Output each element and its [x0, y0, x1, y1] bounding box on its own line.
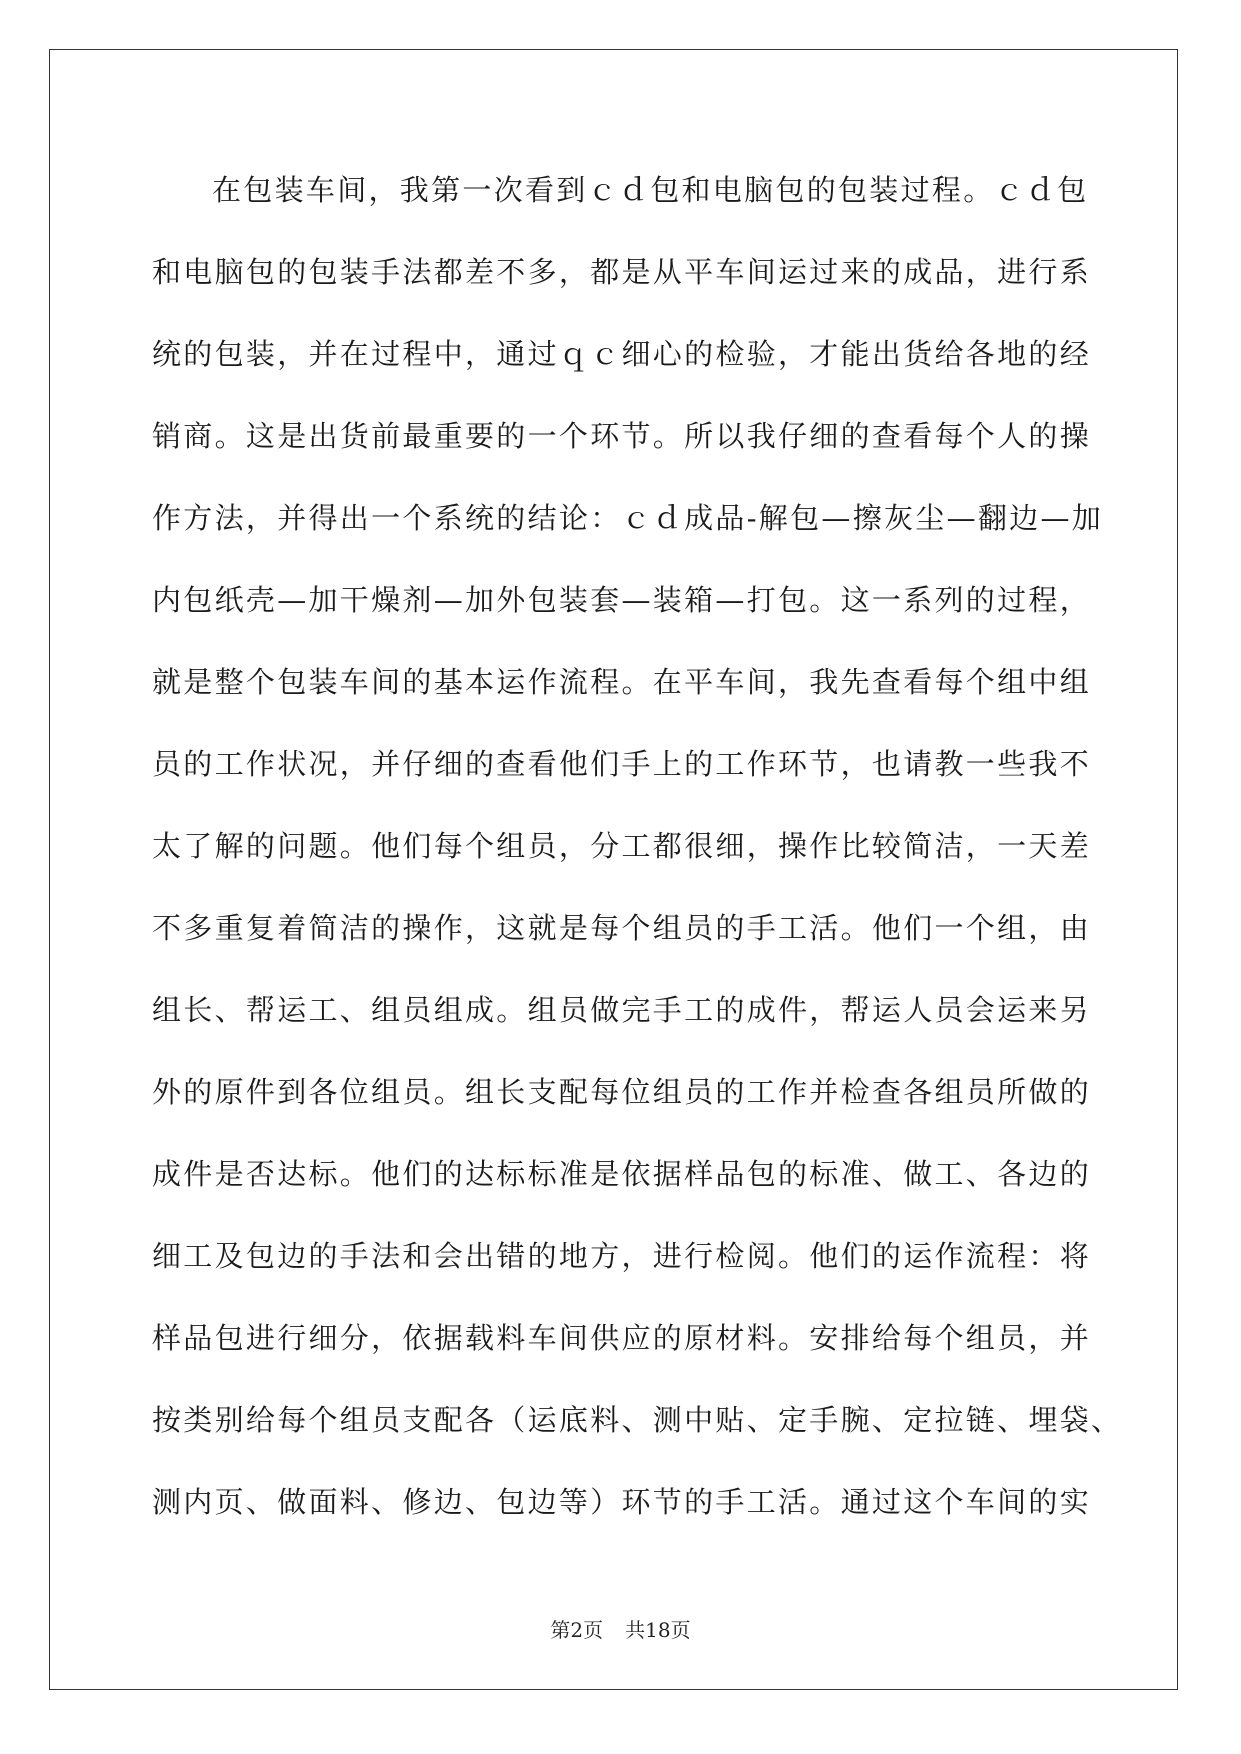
paragraph-line: 外的原件到各位组员。组长支配每位组员的工作并检查各组员所做的: [152, 1075, 1092, 1109]
paragraph-line: 细工及包边的手法和会出错的地方，进行检阅。他们的运作流程：将: [152, 1239, 1092, 1273]
paragraph-line: 和电脑包的包装手法都差不多，都是从平车间运过来的成品，进行系: [152, 255, 1092, 289]
paragraph-line: 样品包进行细分，依据载料车间供应的原材料。安排给每个组员，并: [152, 1321, 1092, 1355]
paragraph-line: 内包纸壳—加干燥剂—加外包装套—装箱—打包。这一系列的过程，: [152, 583, 1092, 617]
paragraph-line: 员的工作状况，并仔细的查看他们手上的工作环节，也请教一些我不: [152, 747, 1092, 781]
paragraph-line: 成件是否达标。他们的达标标准是依据样品包的标准、做工、各边的: [152, 1157, 1092, 1191]
paragraph-line: 销商。这是出货前最重要的一个环节。所以我仔细的查看每个人的操: [152, 419, 1092, 453]
paragraph-line: 作方法，并得出一个系统的结论：ｃｄ成品-解包—擦灰尘—翻边—加: [152, 501, 1104, 535]
paragraph-line: 太了解的问题。他们每个组员，分工都很细，操作比较简洁，一天差: [152, 829, 1092, 863]
page-number-current: 第2页: [550, 1618, 604, 1642]
paragraph-line: 不多重复着简洁的操作，这就是每个组员的手工活。他们一个组，由: [152, 911, 1092, 945]
paragraph-line: 测内页、做面料、修边、包边等）环节的手工活。通过这个车间的实: [152, 1485, 1092, 1519]
document-body: [152, 160, 1123, 1554]
page-number-total: 共18页: [625, 1618, 691, 1642]
paragraph-line: 就是整个包装车间的基本运作流程。在平车间，我先查看每个组中组: [152, 665, 1092, 699]
paragraph-line: 按类别给每个组员支配各（运底料、测中贴、定手腕、定拉链、埋袋、: [152, 1403, 1123, 1437]
paragraph-line: 组长、帮运工、组员组成。组员做完手工的成件，帮运人员会运来另: [152, 993, 1092, 1027]
paragraph-line: 在包装车间，我第一次看到ｃｄ包和电脑包的包装过程。ｃｄ包: [212, 173, 1089, 207]
paragraph-line: 统的包装，并在过程中，通过ｑｃ细心的检验，才能出货给各地的经: [152, 337, 1092, 371]
page-footer: [0, 1616, 1241, 1644]
